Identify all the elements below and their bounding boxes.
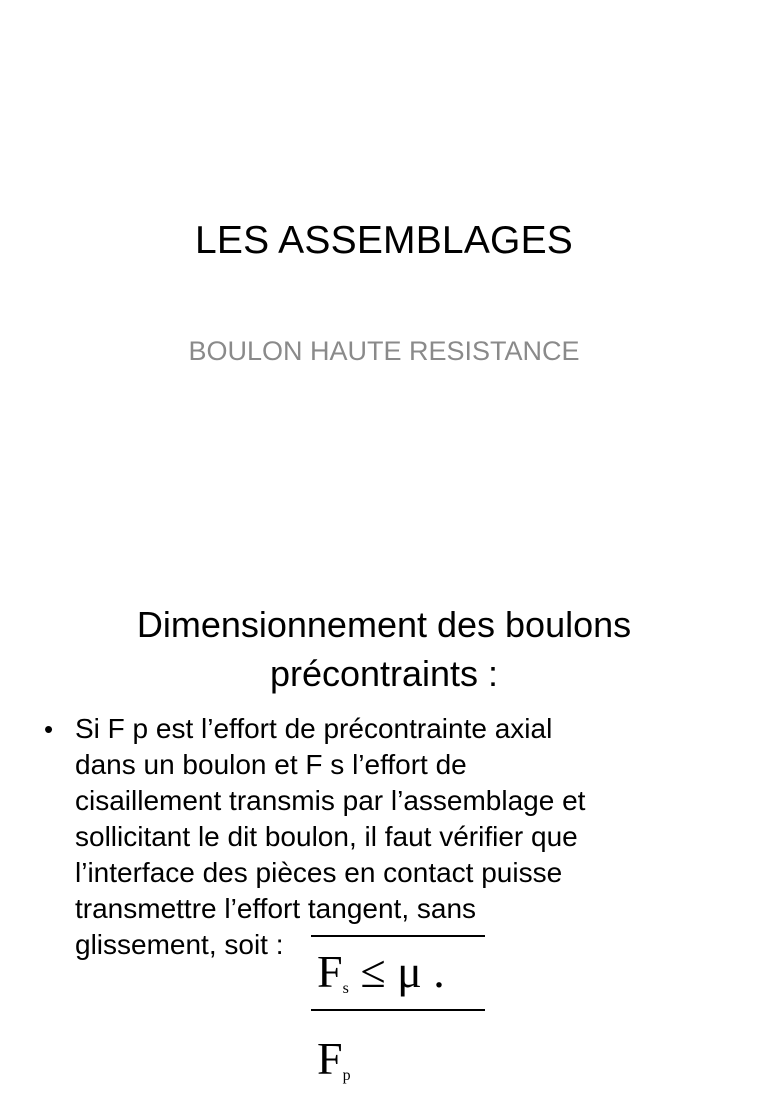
formula-force-shear: F <box>317 946 343 997</box>
bullet-paragraph <box>44 711 712 963</box>
formula-dot: . <box>433 946 445 997</box>
text-line: dans un boulon et F s l’effort de <box>75 749 467 780</box>
title-line-2: précontraints : <box>269 653 499 694</box>
formula-image <box>311 935 485 1084</box>
formula-sub-p: p <box>342 1067 351 1084</box>
bullet-icon: • <box>44 714 54 744</box>
text-line: transmettre l’effort tangent, sans <box>75 893 477 924</box>
slide-subtitle: BOULON HAUTE RESISTANCE <box>188 336 580 366</box>
formula-force-preload: F <box>317 1033 343 1084</box>
text-line: glissement, soit : <box>75 929 284 960</box>
text-line: Si F p est l’effort de précontrainte axial <box>75 713 553 744</box>
slide-1 <box>0 0 768 512</box>
slide-title <box>40 600 728 698</box>
title-line-1: Dimensionnement des boulons <box>136 604 632 645</box>
formula-leq: ≤ <box>360 946 386 997</box>
text-line: cisaillement transmis par l’assemblage et <box>75 785 586 816</box>
slide-title: LES ASSEMBLAGES <box>194 219 573 262</box>
text-line: sollicitant le dit boulon, il faut vérifier que <box>75 821 578 852</box>
bullet-text <box>75 711 712 963</box>
text-line: l’interface des pièces en contact puisse <box>75 857 563 888</box>
formula-sub-s: s <box>342 980 349 997</box>
formula-mu: μ <box>397 946 422 997</box>
slide-2 <box>0 512 768 1084</box>
